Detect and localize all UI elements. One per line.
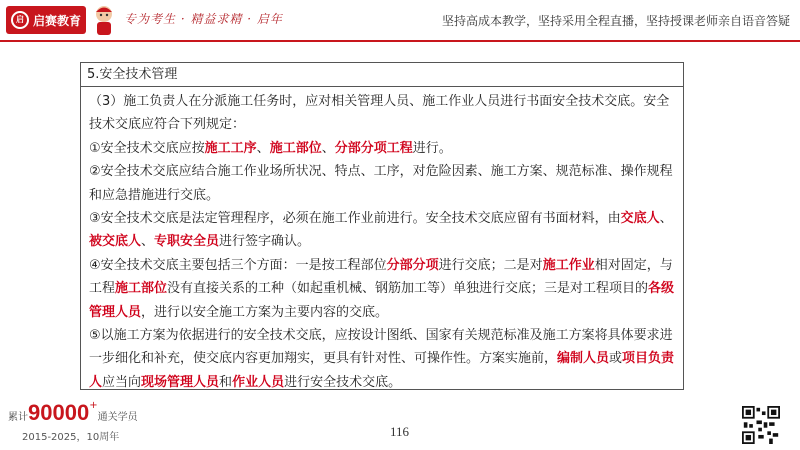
body-text-run: 没有直接关系的工种（如起重机械、钢筋加工等）单独进行交底；三是对工程项目的 [167,281,649,297]
footer-prefix: 累计 [8,412,28,423]
body-text-run: ④安全技术交底主要包括三个方面：一是按工程部位 [89,257,387,273]
body-text-run: 进行签字确认。 [219,234,311,250]
body-text-run: 应当向 [102,374,142,390]
header-slogan: 坚持高成本教学，坚持采用全程直播，坚持授课老师亲自语音答疑 [441,14,790,28]
highlight-text: 编制人员 [557,351,610,367]
section-title: 5.安全技术管理 [81,63,683,87]
content-box [80,62,684,390]
footer-number: 90000 [28,400,90,425]
body-text-run: （3）施工负责人在分派施工任务时，应对相关管理人员、施工作业人员进行书面安全技术交底。安全技术交底应符合下列规定： [89,94,670,133]
highlight-text: 施工工序 [204,140,257,156]
highlight-text: 分部分项 [386,257,439,273]
body-paragraph [89,254,675,324]
highlight-text: 被交底人 [89,234,142,250]
logo [6,6,86,34]
body-text-run: ⑤以施工方案为依据进行的安全技术交底，应按设计图纸、国家有关规范标准及施工方案将具体要求进一步细化和补充，使交底内容更加翔实，更具有针对性、可操作性。方案实施前， [89,328,673,367]
body-text-run: ②安全技术交底应结合施工作业场所状况、特点、工序，对危险因素、施工方案、规范标准、操作规程和应急措施进行交底。 [89,164,673,203]
highlight-text: 交底人 [620,211,660,227]
body-text-run: 、 [321,140,335,156]
header-bar [0,0,800,40]
body-text-run: 进行交底；二是对 [438,257,543,273]
body-text-run: 、 [256,140,270,156]
body-paragraph [89,324,675,394]
body-text-run: 相对固定，与工程 [89,257,673,297]
body-paragraph [89,207,675,254]
qr-code-icon [742,406,780,444]
body-text-run: ①安全技术交底应按 [89,140,205,156]
body-text-run: 或 [609,351,623,367]
body-paragraph [89,160,675,207]
section-body [81,87,683,394]
highlight-text: 项目负责人 [89,351,675,390]
logo-icon: 启 [11,11,29,29]
highlight-text: 各级管理人员 [89,281,675,320]
highlight-text: 施工作业 [542,257,595,273]
footer-stats [8,400,138,426]
highlight-text: 分部分项工程 [334,140,413,156]
body-paragraph [89,137,675,160]
highlight-text: 施工部位 [115,281,168,297]
script-tagline: 专为考生 · 精益求精 · 启年 [124,12,283,26]
body-text-run: ③安全技术交底是法定管理程序，必须在施工作业前进行。安全技术交底应留有书面材料，由 [89,211,621,227]
footer-suffix: 通关学员 [97,412,138,423]
body-text-run: 、 [141,234,155,250]
footer-years: 2015-2025，10周年 [22,432,120,443]
highlight-text: 现场管理人员 [141,374,220,390]
body-text-run: 进行安全技术交底。 [284,374,402,390]
header-divider [0,40,800,42]
body-text-run: ，进行以安全施工方案为主要内容的交底。 [141,304,389,320]
footer-plus: + [89,400,98,411]
mascot-icon [90,3,118,37]
body-text-run: 和 [219,374,233,390]
highlight-text: 专职安全员 [154,234,220,250]
body-paragraph [89,90,675,137]
logo-text: 启赛教育 [32,13,81,28]
page-number: 116 [390,424,410,439]
highlight-text: 施工部位 [269,140,322,156]
body-text-run: 、 [659,211,673,227]
body-text-run: 进行。 [412,140,452,156]
highlight-text: 作业人员 [232,374,285,390]
